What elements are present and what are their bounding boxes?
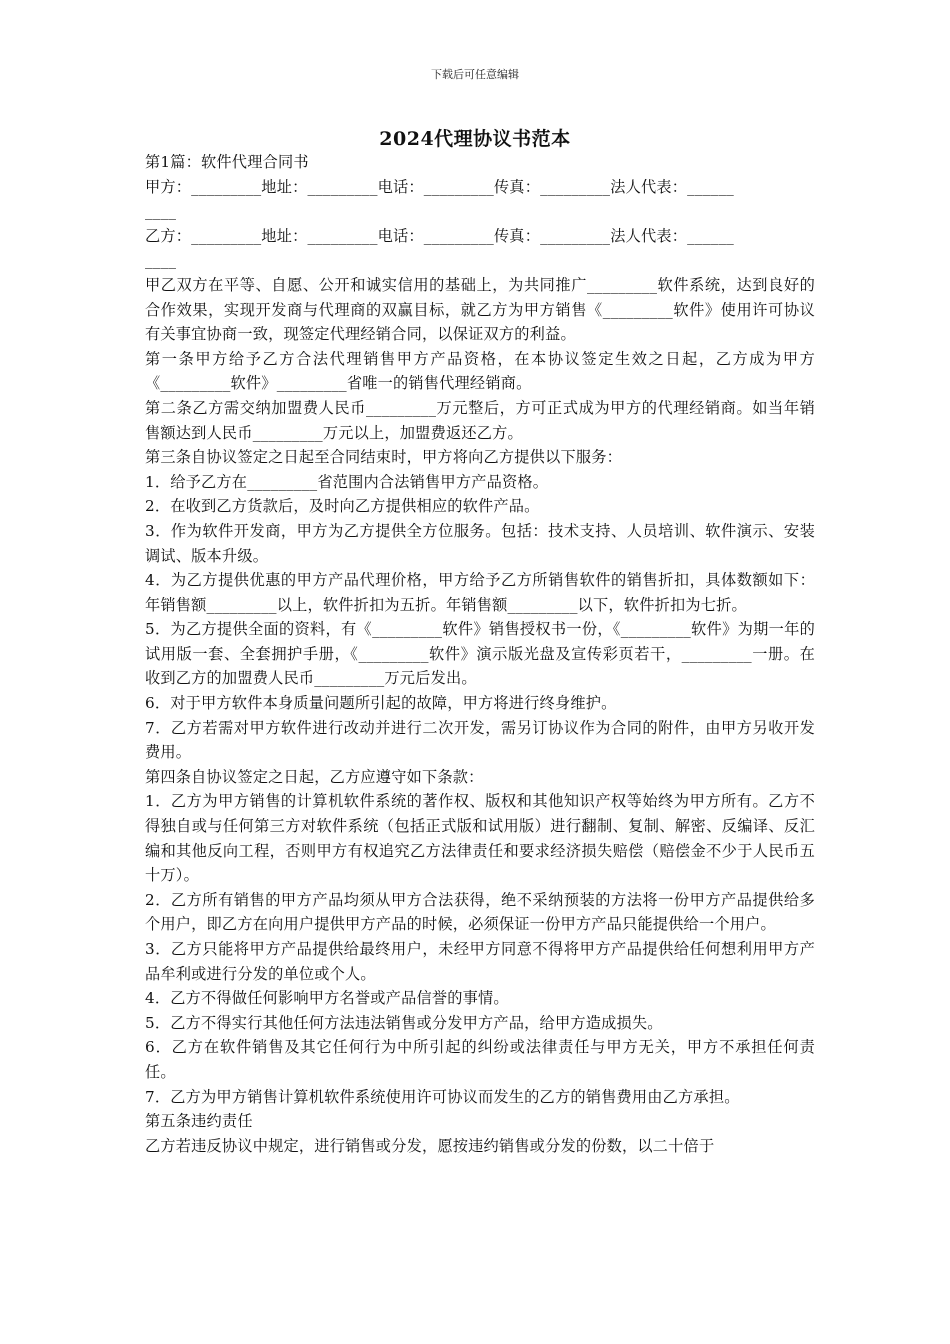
party-a-line-cont: ____ xyxy=(145,202,177,221)
article-4-item-3: 3．乙方只能将甲方产品提供给最终用户，未经甲方同意不得将甲方产品提供给任何想利用甲方产品牟利或进行分发的单位或个人。 xyxy=(145,940,815,983)
article-4-item-1: 1．乙方为甲方销售的计算机软件系统的著作权、版权和其他知识产权等始终为甲方所有。乙方不得独自或与任何第三方对软件系统（包括正式版和试用版）进行翻制、复制、解密、反编译、反汇编和其他反向工程，否则甲方有权追究乙方法律责任和要求经济损失赔偿（赔偿金不少于人民币五十万）。 xyxy=(145,792,815,885)
document-body xyxy=(145,150,815,1158)
article-3-item-2: 2．在收到乙方货款后，及时向乙方提供相应的软件产品。 xyxy=(145,497,540,516)
article-5-heading: 第五条违约责任 xyxy=(145,1112,253,1131)
article-3-heading: 第三条自协议签定之日起至合同结束时，甲方将向乙方提供以下服务： xyxy=(145,448,623,467)
article-3-item-5: 5．为乙方提供全面的资料，有《_________软件》销售授权书一份，《_________软件》为期一年的试用版一套、全套拥护手册，《_________软件》演示版光盘及宣传彩页若干，_________一册。在收到乙方的加盟费人民币_________万元后发出。 xyxy=(145,620,815,688)
article-3-item-7: 7．乙方若需对甲方软件进行改动并进行二次开发，需另订协议作为合同的附件，由甲方另收开发费用。 xyxy=(145,718,815,762)
article-4-heading: 第四条自协议签定之日起，乙方应遵守如下条款： xyxy=(145,767,484,786)
preamble-paragraph: 甲乙双方在平等、自愿、公开和诚实信用的基础上，为共同推广_________软件系统，达到良好的合作效果，实现开发商与代理商的双赢目标，就乙方为甲方销售《_________软件》使用许可协议有关事宜协商一致，现签定代理经销合同，以保证双方的利益。 xyxy=(145,275,815,344)
document-title: 2024代理协议书范本 xyxy=(379,128,571,150)
section-heading: 第1篇：软件代理合同书 xyxy=(145,153,309,171)
article-4-item-2: 2．乙方所有销售的甲方产品均须从甲方合法获得，绝不采纳预装的方法将一份甲方产品提供给多个用户，即乙方在向用户提供甲方产品的时候，必须保证一份甲方产品只能提供给一个用户。 xyxy=(145,890,815,934)
article-4-item-7: 7．乙方为甲方销售计算机软件系统使用许可协议而发生的乙方的销售费用由乙方承担。 xyxy=(145,1087,740,1106)
article-1: 第一条甲方给予乙方合法代理销售甲方产品资格，在本协议签定生效之日起，乙方成为甲方《_________软件》_________省唯一的销售代理经销商。 xyxy=(145,349,815,393)
article-4-item-5: 5．乙方不得实行其他任何方法违法销售或分发甲方产品，给甲方造成损失。 xyxy=(145,1013,663,1032)
article-3-item-6: 6．对于甲方软件本身质量问题所引起的故障，甲方将进行终身维护。 xyxy=(145,694,617,713)
party-b-line: 乙方：_________地址：_________电话：_________传真：_________法人代表：______ xyxy=(145,226,734,245)
party-b-line-cont: ____ xyxy=(145,251,177,270)
article-3-item-4: 4．为乙方提供优惠的甲方产品代理价格，甲方给予乙方所销售软件的销售折扣，具体数额如下：年销售额_________以上，软件折扣为五折。年销售额_________以下，软件折扣为七折。 xyxy=(145,571,815,614)
article-4-item-4: 4．乙方不得做任何影响甲方名誉或产品信誉的事情。 xyxy=(145,989,509,1008)
article-3-item-1: 1．给予乙方在_________省范围内合法销售甲方产品资格。 xyxy=(145,472,549,491)
article-3-item-3: 3．作为软件开发商，甲方为乙方提供全方位服务。包括：技术支持、人员培训、软件演示、安装调试、版本升级。 xyxy=(145,521,815,565)
article-4-item-6: 6．乙方在软件销售及其它任何行为中所引起的纠纷或法律责任与甲方无关，甲方不承担任何责任。 xyxy=(145,1038,815,1081)
page-header-note: 下载后可任意编辑 xyxy=(431,68,519,81)
article-2: 第二条乙方需交纳加盟费人民币_________万元整后，方可正式成为甲方的代理经销商。如当年销售额达到人民币_________万元以上，加盟费返还乙方。 xyxy=(145,398,815,442)
article-5-text: 乙方若违反协议中规定，进行销售或分发，愿按违约销售或分发的份数，以二十倍于 xyxy=(145,1136,715,1155)
party-a-line: 甲方：_________地址：_________电话：_________传真：_________法人代表：______ xyxy=(145,177,734,196)
